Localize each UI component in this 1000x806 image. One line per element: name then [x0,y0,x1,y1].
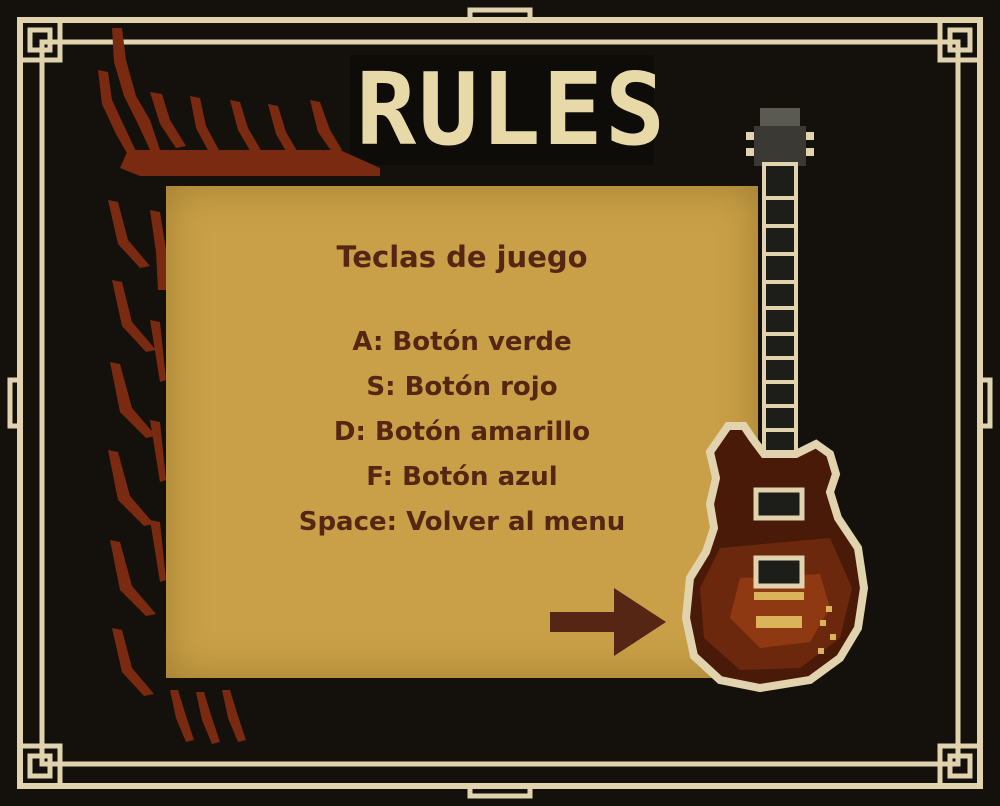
controls-list [166,320,758,545]
list-item: F: Botón azul [366,462,558,492]
list-item: Space: Volver al menu [298,507,626,537]
list-item: S: Botón rojo [366,372,558,402]
arrow-right-icon[interactable] [548,586,668,658]
page-title: RULES [356,51,668,168]
list-item: A: Botón verde [352,327,572,357]
guitar-illustration [680,108,870,704]
panel-heading: Teclas de juego [336,240,588,274]
list-item: D: Botón amarillo [333,417,591,447]
